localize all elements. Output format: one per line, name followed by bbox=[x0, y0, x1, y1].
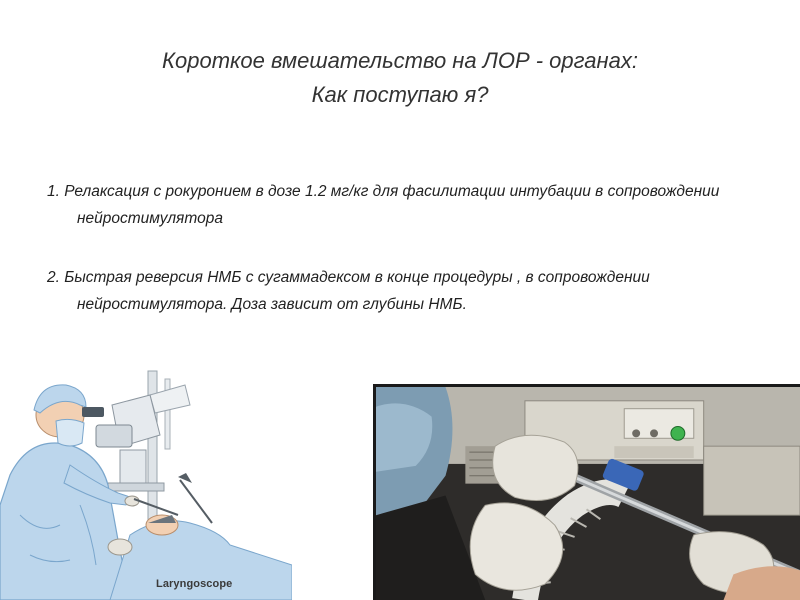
list-item bbox=[47, 264, 767, 318]
list-item-number: 2. bbox=[47, 269, 65, 286]
slide-title-line-1: Короткое вмешательство на ЛОР - органах: bbox=[162, 48, 638, 73]
slide-title bbox=[0, 44, 800, 112]
list-item-text: Релаксация с рокуронием в дозе 1.2 мг/кг для фасилитации интубации в сопровождении нейростимулятора bbox=[64, 183, 720, 227]
laryngoscopy-illustration bbox=[0, 365, 292, 600]
slide-title-line-2: Как поступаю я? bbox=[311, 82, 489, 107]
procedure-photo bbox=[373, 384, 800, 600]
list-item bbox=[47, 178, 767, 232]
list-item-text: Быстрая реверсия НМБ с сугаммадексом в конце процедуры , в сопровождении нейростимулятора. Доза зависит от глубины НМБ. bbox=[64, 269, 650, 313]
numbered-list bbox=[47, 178, 767, 350]
illustration-caption: Laryngoscope bbox=[156, 578, 233, 590]
list-item-number: 1. bbox=[47, 183, 65, 200]
